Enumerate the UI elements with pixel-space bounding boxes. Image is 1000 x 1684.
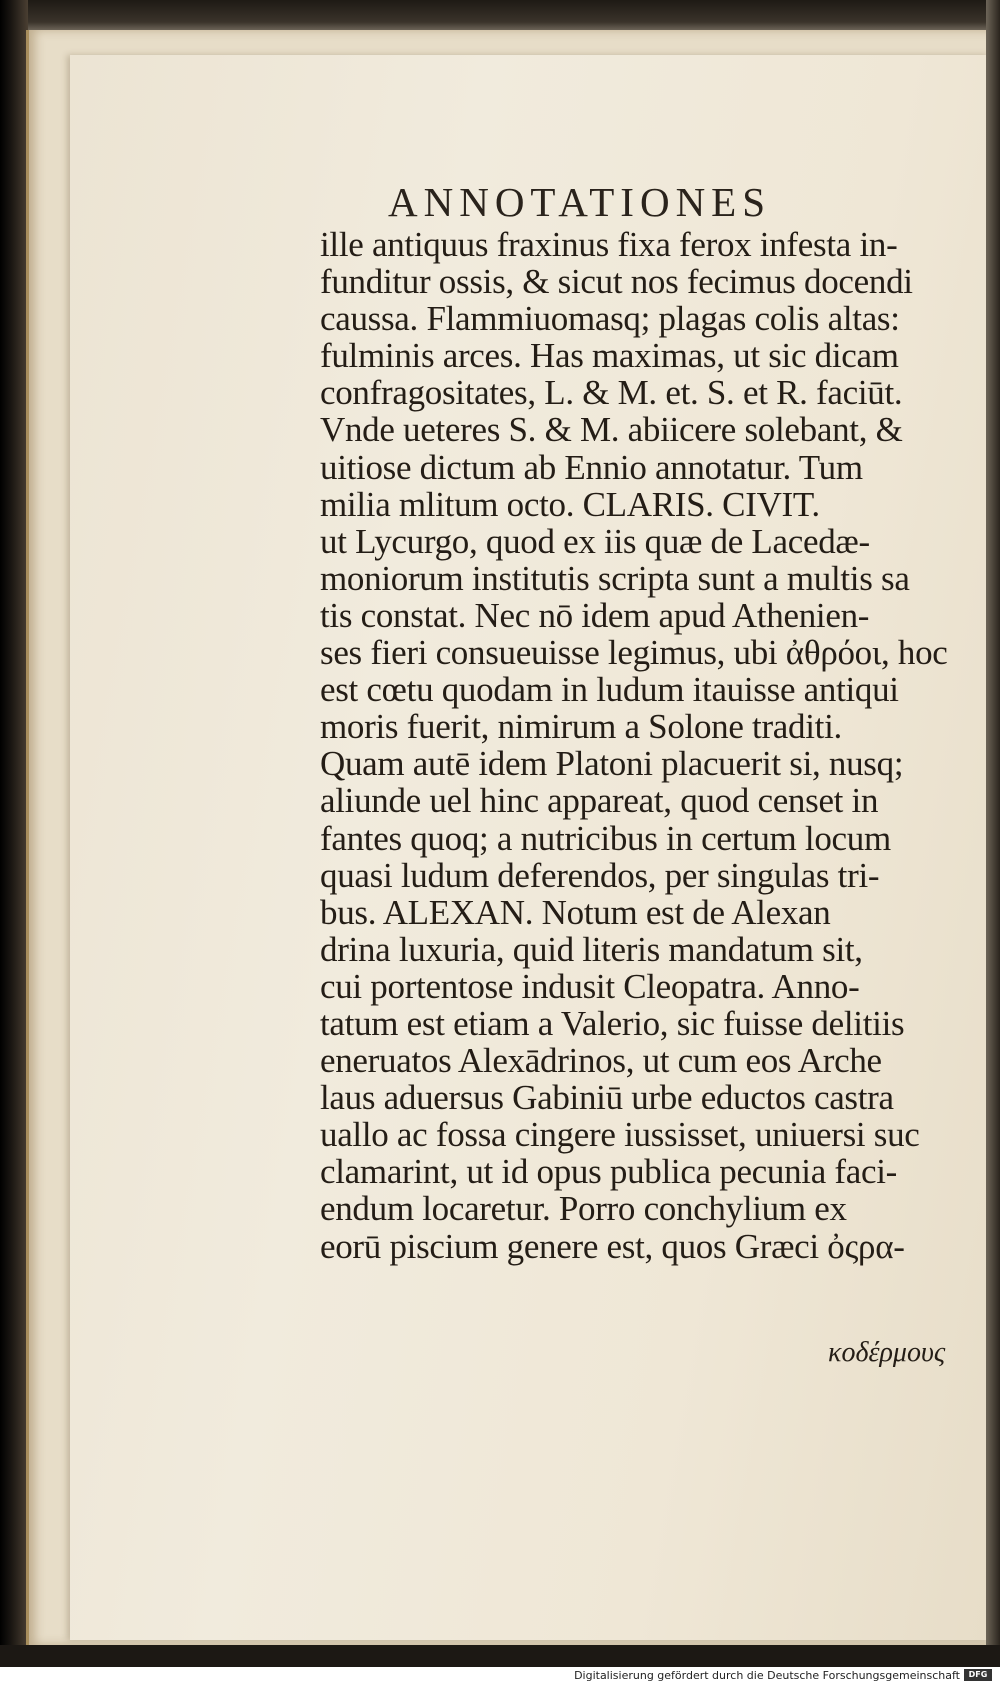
- scan-bottom-band: [0, 1645, 1000, 1667]
- text-line: milia mlitum octo. CLARIS. CIVIT.: [320, 484, 820, 524]
- text-line: ille antiquus fraxinus fixa ferox infesta in-: [320, 225, 898, 264]
- text-line: uallo ac fossa cingere iussisset, uniuersi suc: [320, 1115, 920, 1155]
- text-line: eorū piscium genere est, quos Græci ὀςρα-: [320, 1226, 905, 1266]
- text-line: fulminis arces. Has maximas, ut sic dicam: [320, 336, 899, 376]
- body-text: [320, 226, 970, 1265]
- text-line: Vnde ueteres S. & M. abiicere solebant, &: [320, 410, 903, 450]
- text-line: tatum est etiam a Valerio, sic fuisse delitiis: [320, 1003, 905, 1043]
- running-head: ANNOTATIONES: [388, 179, 772, 225]
- text-line: ut Lycurgo, quod ex iis quæ de Lacedæ-: [320, 521, 870, 561]
- catchword: κοδέρμους: [828, 1337, 946, 1368]
- text-line: quasi ludum deferendos, per singulas tri-: [320, 855, 880, 895]
- text-line: cui portentose indusit Cleopatra. Anno-: [320, 966, 860, 1006]
- text-line: bus. ALEXAN. Notum est de Alexan: [320, 892, 831, 932]
- text-line: confragositates, L. & M. et. S. et R. faciūt.: [320, 373, 903, 413]
- dfg-logo: DFG: [964, 1669, 992, 1681]
- text-line: eneruatos Alexādrinos, ut cum eos Arche: [320, 1041, 882, 1081]
- text-line: drina luxuria, quid literis mandatum sit,: [320, 929, 863, 969]
- text-line: ses fieri consueuisse legimus, ubi ἀθρόοι, hoc: [320, 633, 948, 673]
- digitization-credit: Digitalisierung gefördert durch die Deutsche Forschungsgemeinschaft: [574, 1669, 960, 1682]
- text-line: moniorum institutis scripta sunt a multis sa: [320, 558, 910, 598]
- text-line: caussa. Flammiuomasq; plagas colis altas:: [320, 299, 900, 339]
- text-line: moris fuerit, nimirum a Solone traditi.: [320, 707, 842, 747]
- text-line: est cœtu quodam in ludum itauisse antiqui: [320, 670, 899, 710]
- text-line: endum locaretur. Porro conchylium ex: [320, 1189, 847, 1229]
- text-line: fantes quoq; a nutricibus in certum locum: [320, 818, 891, 858]
- text-line: funditur ossis, & sicut nos fecimus docendi: [320, 262, 913, 302]
- text-line: Quam autē idem Platoni placuerit si, nusq;: [320, 744, 904, 784]
- book-spine: [0, 0, 28, 1684]
- page-edge-right: [986, 0, 1000, 1684]
- text-line: aliunde uel hinc appareat, quod censet in: [320, 781, 879, 821]
- text-line: laus aduersus Gabiniū urbe eductos castra: [320, 1078, 894, 1118]
- text-line: clamarint, ut id opus publica pecunia faci-: [320, 1152, 898, 1192]
- text-line: uitiose dictum ab Ennio annotatur. Tum: [320, 447, 863, 487]
- text-line: tis constat. Nec nō idem apud Athenien-: [320, 595, 870, 635]
